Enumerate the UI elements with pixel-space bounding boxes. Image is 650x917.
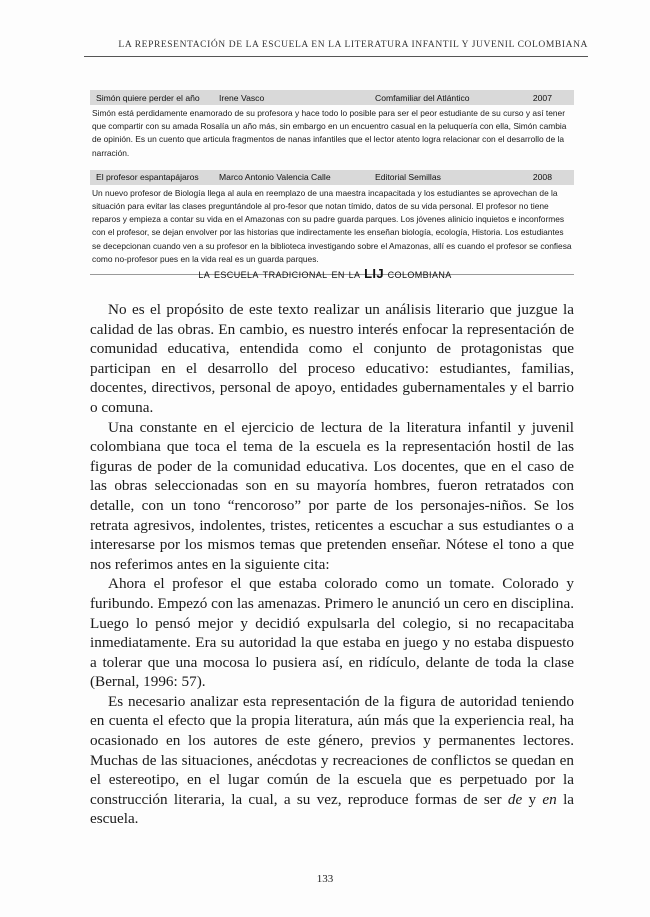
paragraph: No es el propósito de este texto realizar un análisis literario que juzgue la calidad de las obras. En cambio, es nuestro interés enfocar la representación de comunidad educativa, entendida como el conjunto de protagonistas que participan en el desarrollo del proceso educativo: estudiantes, familias, docentes, directivos, personal de apoyo, entidades gubernamentales y el barrio o comuna. (90, 301, 574, 416)
paragraph-text: Es necesario analizar esta representación de la figura de autoridad teniendo en cuenta el efecto que la propia literatura, aún más que la experiencia real, ha ocasionado en los autores de este género, previos y permanentes lectores. Muchas de las situaciones, anécdotas y recreaciones de conflictos se quedan en el estereotipo, en el lugar común de la escuela que es perpetuado por la construcción literaria, la cual, a su vez, reproduce formas de ser (90, 692, 574, 808)
section-heading-pre: la escuela tradicional en la (198, 267, 361, 281)
work-summary (90, 185, 574, 266)
works-table (90, 90, 574, 275)
work-title: Simón quiere perder el año (96, 92, 200, 103)
paragraph-text: y (528, 790, 537, 808)
work-publisher: Comfamiliar del Atlántico (375, 92, 470, 103)
section-heading-post: colombiana (387, 267, 452, 281)
emphasis: en (542, 790, 557, 808)
emphasis: de (507, 790, 523, 808)
work-summary-text: Un nuevo profesor de Biología llega al aula en reemplazo de una maestra incapacitada y los estudiantes se aprovechan de la situación para evitar las clases preguntándole al pro-fesor que notan tímido, datos de su vida personal. El profesor no tiene reparos y empieza a contar su vida en el Amazonas con su padre guarda parques. Los jóvenes alinicio inquietos e inconformes con el profesor, se dejan envolver por las historias que indirectamente les enseñan biología, ecología, Historia. Los estudiantes se decepcionan cuando ven a su profesor en la biblioteca investigando sobre el Amazonas, allí es cuando el profesor se confiesa como no-profesor pues en la vida real es un guarda parques. (92, 187, 572, 264)
work-entry (90, 170, 574, 266)
work-year: 2007 (532, 92, 552, 103)
body-text (90, 300, 574, 829)
work-entry-header (90, 90, 574, 105)
work-summary (90, 105, 574, 160)
work-entry-header (90, 170, 574, 185)
work-title: El profesor espantapájaros (96, 172, 199, 183)
header-rule (84, 56, 588, 57)
quotation: Ahora el profesor el que estaba colorado como un tomate. Colorado y furibundo. Empezó con las amenazas. Primero le anunció un cero en disciplina. Luego lo pensó mejor y decidió expulsarla del colegio, si no recapacitaba inmediatamente. Era su autoridad la que estaba en juego y no estaba dispuesto a tolerar que una mocosa lo pusiera así, en ridículo, delante de toda la clase (Bernal, 1996: 57). (90, 575, 574, 691)
work-author: Marco Antonio Valencia Calle (219, 172, 331, 183)
running-header: LA REPRESENTACIÓN DE LA ESCUELA EN LA LITERATURA INFANTIL Y JUVENIL COLOMBIANA (118, 40, 588, 50)
section-heading (0, 266, 650, 281)
page-number: 133 (316, 873, 334, 885)
paragraph (90, 692, 574, 829)
work-summary-text: Simón está perdidamente enamorado de su profesora y hace todo lo posible para ser el peor estudiante de su curso y así tener que compartir con su amada Rosalía un año más, sin embargo en un encuentro casual en la peluquería con ella, Simón cambia de opinión. Es un cuento que articula fragmentos de nanas infantiles que el lector atento logra relacionar con el desarrollo de la narración. (92, 108, 567, 158)
paragraph: Una constante en el ejercicio de lectura de la literatura infantil y juvenil colombiana que toca el tema de la escuela es la representación hostil de las figuras de poder de la comunidad educativa. Los docentes, que en el caso de las obras seleccionadas son en su mayoría hombres, fueron retratados con detalle, con un tono “rencoroso” por parte de los personajes-niños. Se los retrata agresivos, indolentes, tristes, reticentes a escuchar a sus estudiantes o a interesarse por los mismos temas que pretenden enseñar. Nótese el tono a que nos referimos antes en la siguiente cita: (90, 418, 574, 573)
paragraph-text: la escuela. (90, 790, 575, 828)
work-entry (90, 90, 574, 160)
work-publisher: Editorial Semillas (375, 172, 441, 183)
section-heading-acronym: LIJ (364, 266, 385, 281)
work-year: 2008 (532, 172, 552, 183)
work-author: Irene Vasco (219, 92, 265, 103)
